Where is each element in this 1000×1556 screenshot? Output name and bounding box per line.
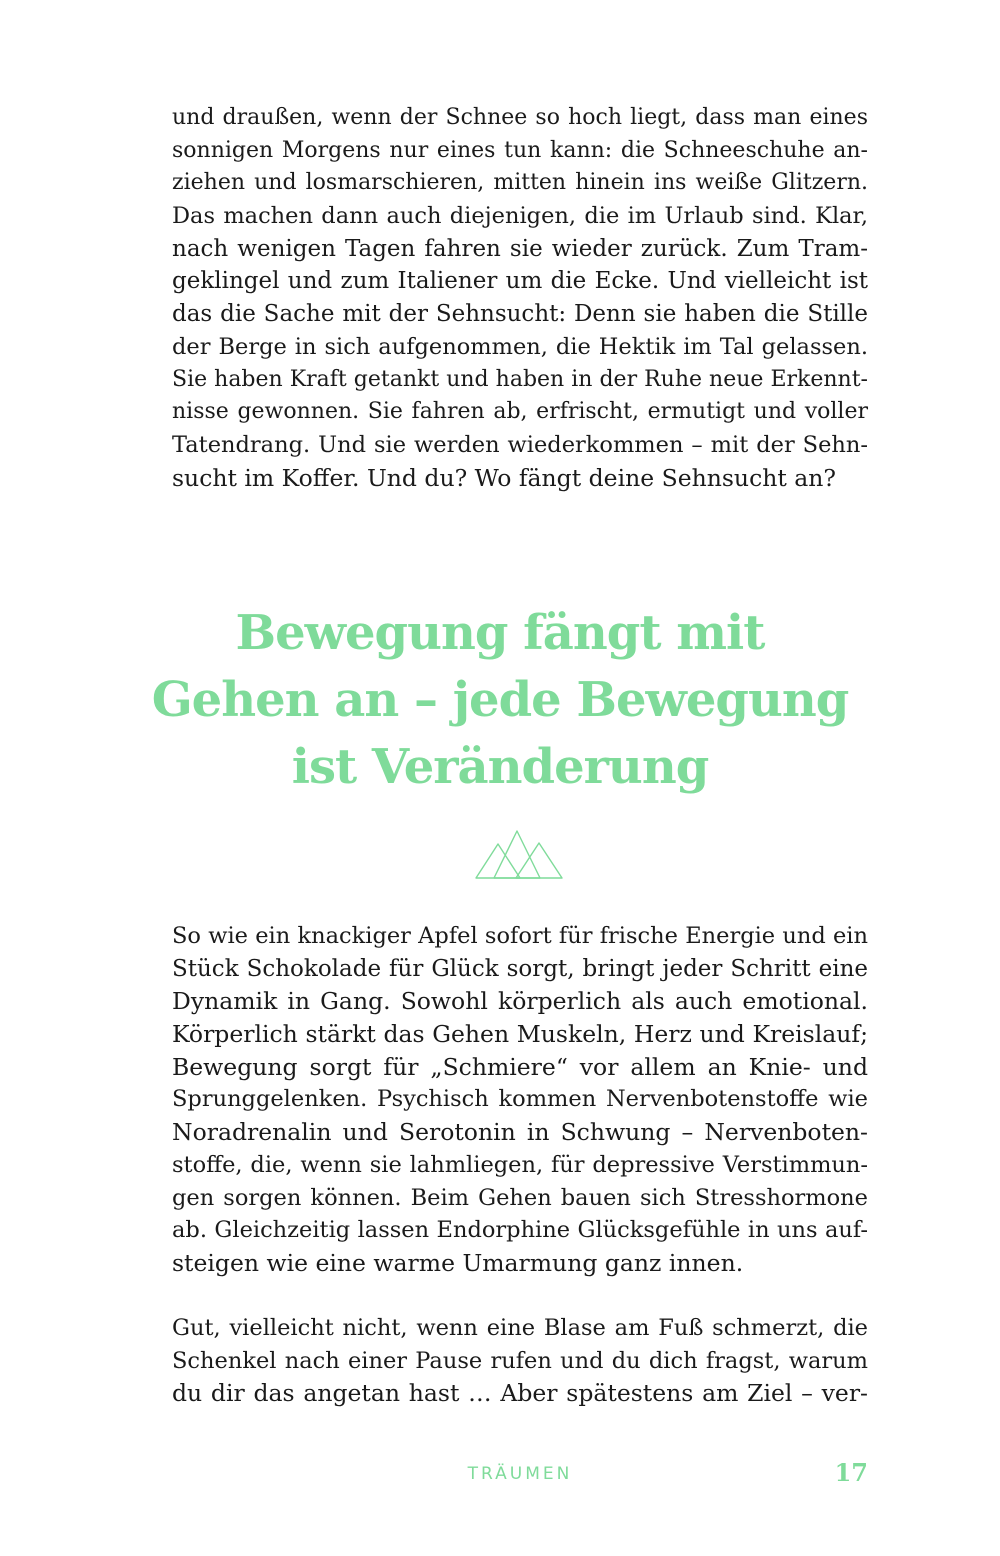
text-line: Bewegung sorgt für „Schmiere“ vor allem an Knie- und	[172, 1052, 868, 1081]
text-line: Dynamik in Gang. Sowohl körperlich als auch emotional.	[172, 987, 868, 1016]
text-line: geklingel und zum Italiener um die Ecke. Und vielleicht ist	[172, 268, 868, 295]
text-line: gen sorgen können. Beim Gehen bauen sich Stresshormone	[172, 1184, 868, 1211]
heading-line: Bewegung fängt mit	[235, 605, 765, 661]
mountains-icon	[474, 828, 564, 880]
paragraph-3	[172, 1312, 868, 1410]
text-line: sucht im Koffer. Und du? Wo fängt deine Sehnsucht an?	[172, 463, 837, 492]
text-line: So wie ein knackiger Apfel sofort für frische Energie und ein	[172, 923, 868, 949]
paragraph-1	[172, 102, 868, 494]
heading-line: Gehen an – jede Bewegung	[151, 672, 849, 728]
heading-line: ist Veränderung	[291, 739, 709, 795]
paragraph-2	[172, 920, 868, 1280]
text-line: ab. Gleichzeitig lassen Endorphine Glücksgefühle in uns auf-	[172, 1217, 868, 1244]
text-line: stoffe, die, wenn sie lahmliegen, für depressive Verstimmun-	[172, 1151, 868, 1178]
text-line: das die Sache mit der Sehnsucht: Denn sie haben die Stille	[172, 301, 868, 328]
text-line: Schenkel nach einer Pause rufen und du dich fragst, warum	[172, 1347, 868, 1374]
text-line: Gut, vielleicht nicht, wenn eine Blase am Fuß schmerzt, die	[172, 1315, 868, 1341]
text-line: nach wenigen Tagen fahren sie wieder zurück. Zum Tram-	[172, 235, 868, 262]
text-line: nisse gewonnen. Sie fahren ab, erfrischt, ermutigt und voller	[172, 399, 868, 425]
text-line: sonnigen Morgens nur eines tun kann: die Schneeschuhe an-	[172, 137, 868, 163]
section-heading	[100, 600, 900, 801]
running-footer-section: TRÄUMEN	[467, 1464, 573, 1484]
text-line: du dir das angetan hast … Aber spätestens am Ziel – ver-	[172, 1379, 868, 1408]
text-line: Das machen dann auch diejenigen, die im Urlaub sind. Klar,	[172, 203, 868, 230]
text-line: Sie haben Kraft getankt und haben in der Ruhe neue Erkennt-	[172, 366, 868, 392]
text-line: Tatendrang. Und sie werden wiederkommen – mit der Sehn-	[172, 431, 868, 458]
text-line: und draußen, wenn der Schnee so hoch liegt, dass man eines	[172, 105, 868, 130]
text-line: ziehen und losmarschieren, mitten hinein ins weiße Glitzern.	[172, 170, 868, 196]
text-line: der Berge in sich aufgenommen, die Hektik im Tal gelassen.	[172, 333, 868, 360]
page-number: 17	[834, 1458, 868, 1487]
text-line: Stück Schokolade für Glück sorgt, bringt jeder Schritt eine	[172, 955, 868, 982]
text-line: Körperlich stärkt das Gehen Muskeln, Herz und Kreislauf;	[172, 1020, 868, 1049]
text-line: Sprunggelenken. Psychisch kommen Nervenbotenstoffe wie	[172, 1086, 868, 1113]
text-line: Noradrenalin und Serotonin in Schwung – Nervenboten-	[172, 1118, 868, 1147]
text-line: steigen wie eine warme Umarmung ganz innen.	[172, 1248, 744, 1277]
